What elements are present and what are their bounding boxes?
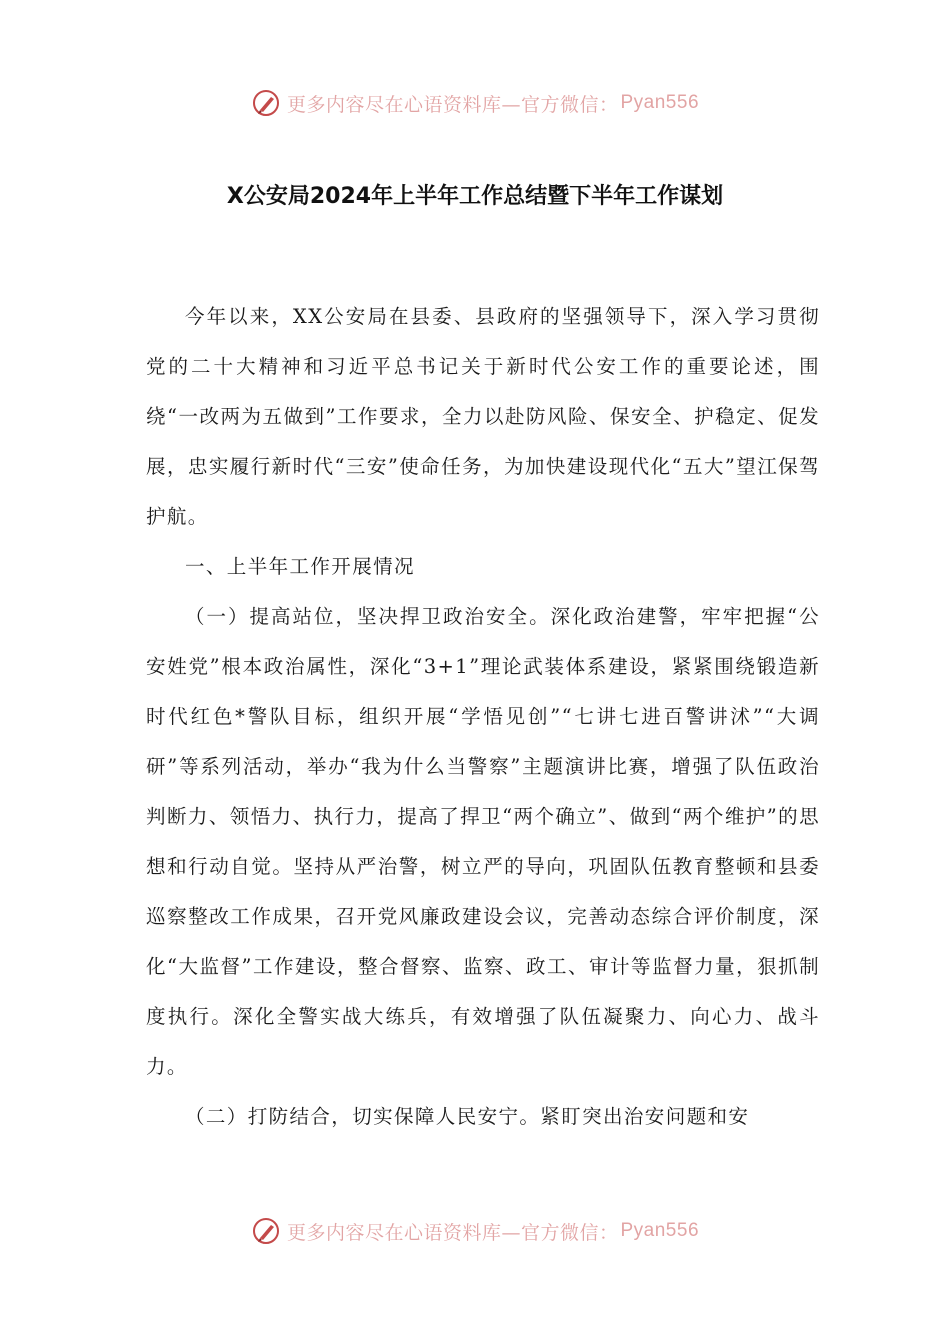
watermark-text: 更多内容尽在心语资料库—官方微信： bbox=[286, 1221, 619, 1244]
document-title: X公安局2024年上半年工作总结暨下半年工作谋划 bbox=[226, 184, 724, 209]
section-heading-1: 一、上半年工作开展情况 bbox=[185, 555, 415, 578]
document-body bbox=[146, 292, 820, 1142]
watermark-text: 更多内容尽在心语资料库—官方微信： bbox=[286, 93, 619, 116]
watermark-footer bbox=[0, 1211, 950, 1251]
paragraph-section-1-1: （一）提高站位，坚决捍卫政治安全。深化政治建警，牢牢把握“公安姓党”根本政治属性，深化“3+1”理论武装体系建设，紧紧围绕锻造新时代红色*警队目标，组织开展“学悟见创”“七讲七进百警讲沭”“大调研”等系列活动，举办“我为什么当警察”主题演讲比赛，增强了队伍政治判断力、领悟力、执行力，提高了捍卫“两个确立”、做到“两个维护”的思想和行动自觉。坚持从严治警，树立严的导向，巩固队伍教育整顿和县委巡察整改工作成果，召开党风廉政建设会议，完善动态综合评价制度，深化“大监督”工作建设，整合督察、监察、政工、审计等监督力量，狠抓制度执行。深化全警实战大练兵，有效增强了队伍凝聚力、向心力、战斗力。 bbox=[146, 605, 820, 1078]
paragraph-section-1-2: （二）打防结合，切实保障人民安宁。紧盯突出治安问题和安 bbox=[185, 1105, 750, 1128]
watermark-header bbox=[0, 83, 950, 123]
quill-pen-logo-icon bbox=[251, 1216, 281, 1246]
watermark-id: Pyan556 bbox=[620, 1220, 700, 1241]
quill-pen-logo-icon bbox=[251, 88, 281, 118]
watermark-id: Pyan556 bbox=[620, 92, 700, 113]
paragraph-intro: 今年以来，XX公安局在县委、县政府的坚强领导下，深入学习贯彻党的二十大精神和习近平总书记关于新时代公安工作的重要论述，围绕“一改两为五做到”工作要求，全力以赴防风险、保安全、护稳定、促发展，忠实履行新时代“三安”使命任务，为加快建设现代化“五大”望江保驾护航。 bbox=[146, 305, 820, 528]
